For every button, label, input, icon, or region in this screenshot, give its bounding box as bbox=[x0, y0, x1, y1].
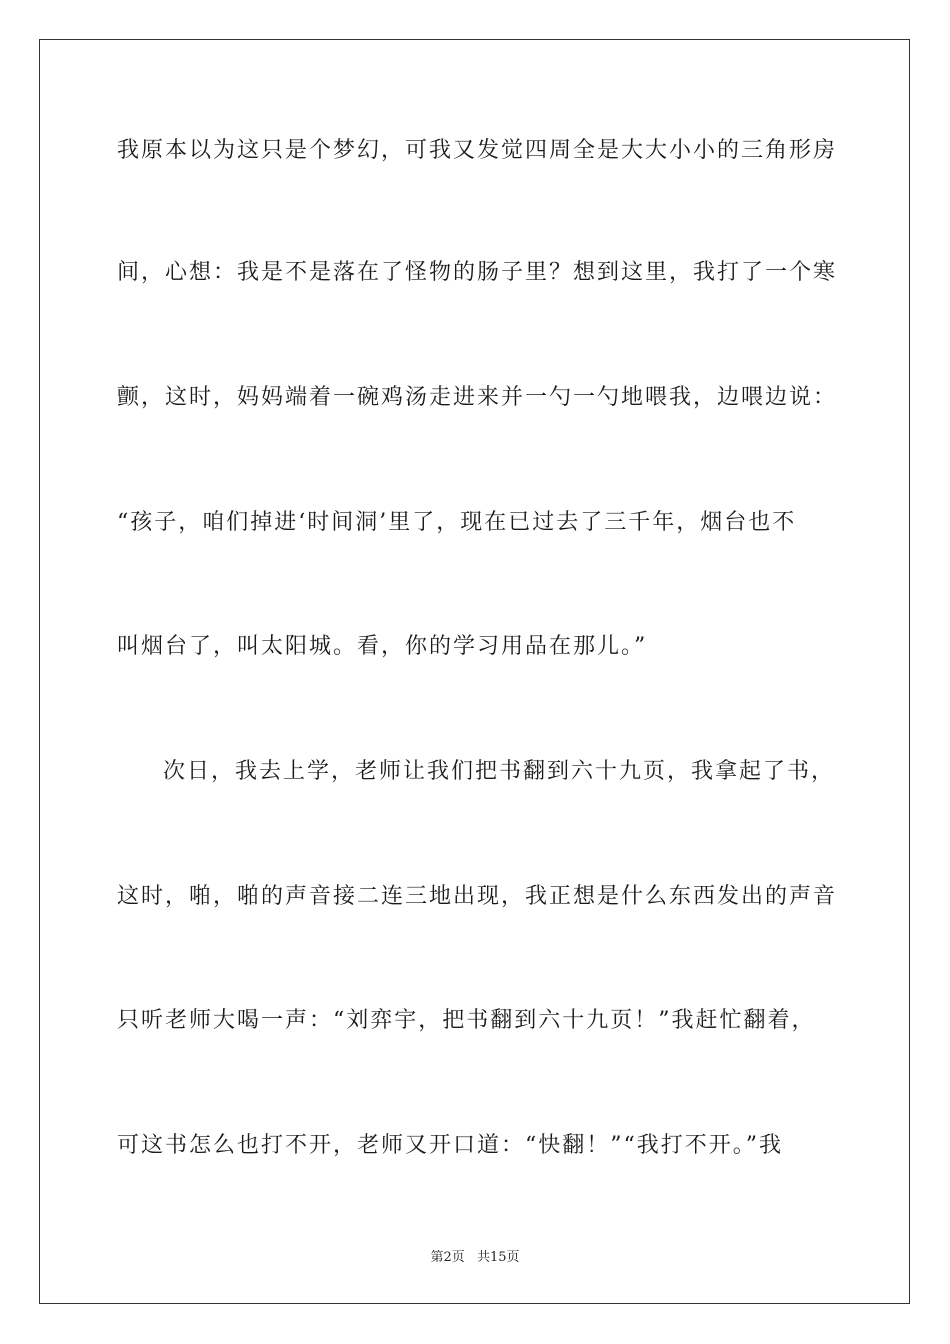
total-pages: 共15页 bbox=[476, 1250, 520, 1265]
page-footer bbox=[0, 1246, 950, 1265]
body-line-8: 只听老师大喝一声：“刘弈宇，把书翻到六十九页！”我赶忙翻着， bbox=[117, 1008, 816, 1033]
body-line-2: 间，心想：我是不是落在了怪物的肠子里？想到这里，我打了一个寒 bbox=[117, 260, 838, 285]
body-line-6: 次日，我去上学，老师让我们把书翻到六十九页，我拿起了书， bbox=[163, 759, 836, 784]
body-line-3: 颤，这时，妈妈端着一碗鸡汤走进来并一勺一勺地喂我，边喂边说： bbox=[117, 385, 838, 410]
body-line-4: “孩子，咱们掉进‘时间洞’里了，现在已过去了三千年，烟台也不 bbox=[117, 510, 797, 535]
page-border bbox=[39, 39, 910, 1304]
body-line-7: 这时，啪，啪的声音接二连三地出现，我正想是什么东西发出的声音 bbox=[117, 884, 838, 909]
page-number: 第2页 bbox=[430, 1250, 465, 1265]
body-line-5: 叫烟台了，叫太阳城。看，你的学习用品在那儿。” bbox=[117, 634, 648, 659]
body-line-9: 可这书怎么也打不开，老师又开口道：“快翻！”“我打不开。”我 bbox=[117, 1133, 783, 1158]
body-line-1: 我原本以为这只是个梦幻，可我又发觉四周全是大大小小的三角形房 bbox=[117, 138, 838, 163]
